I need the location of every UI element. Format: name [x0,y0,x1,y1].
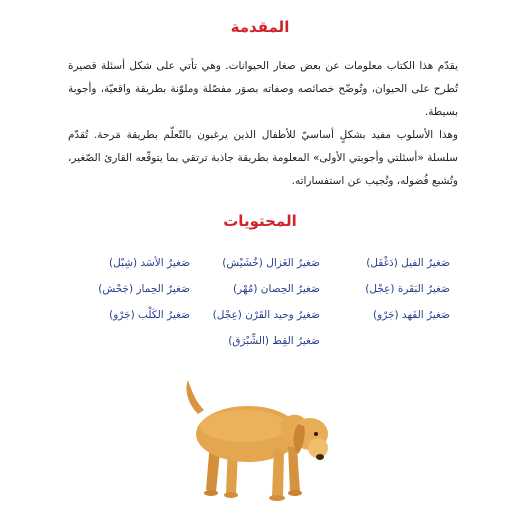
intro-title: المقدمة [230,18,290,36]
contents-item-dog[interactable]: صَغيرُ الكَلْب (جَرْو) [109,309,190,321]
puppy-icon [170,372,340,507]
contents-title: المحتويات [223,212,297,230]
contents-item-rhino[interactable]: صَغيرُ وحيد القَرْن (عِجْل) [212,309,320,321]
contents-item-cow[interactable]: صَغيرُ البَقَرة (عِجْل) [365,283,450,295]
contents-item-lion[interactable]: صَغيرُ الأسَد (شِبْل) [109,257,190,269]
contents-item-elephant[interactable]: صَغيرُ الفيل (دَغْفَل) [366,257,450,269]
contents-item-cat[interactable]: صَغيرُ القِط (الشِّبْرَق) [228,335,320,347]
contents-list [70,254,450,350]
intro-paragraph-2: وهذا الأسلوب مفيد بشكلٍ أساسيّ للأطفال الذين يرغبون بالتّعلّم بطريقة مَرحة. تُقدّم سلسلة «أسئلتي وأجوبتي الأولى» المعلومة بطريقة جاذبة ترتقي بما يتوقّعه القارئ الصّغير، وتُشبع فُضوله، وتُجيب عن استفساراته. [68,129,458,187]
contents-item-donkey[interactable]: صَغيرُ الحِمار (جَحْش) [98,283,190,295]
contents-item-cheetah[interactable]: صَغيرُ الفَهد (جَرْو) [373,309,450,321]
intro-paragraph-1: يقدّم هذا الكتاب معلومات عن بعض صغار الحيوانات. وهي تأتي على شكل أسئلة قصيرة تُطرح على الحيوان، وتُوضّح خصائصه وصفاته بصوَر مفصّلة وملوّنة بطريقة واقعيّة، وأجوبة بسيطة. [68,60,458,118]
intro-body [68,55,458,193]
contents-item-horse[interactable]: صَغيرُ الحِصان (مُهْر) [233,283,320,295]
contents-item-gazelle[interactable]: صَغيرُ الغَزال (خُشَيْش) [222,257,320,269]
